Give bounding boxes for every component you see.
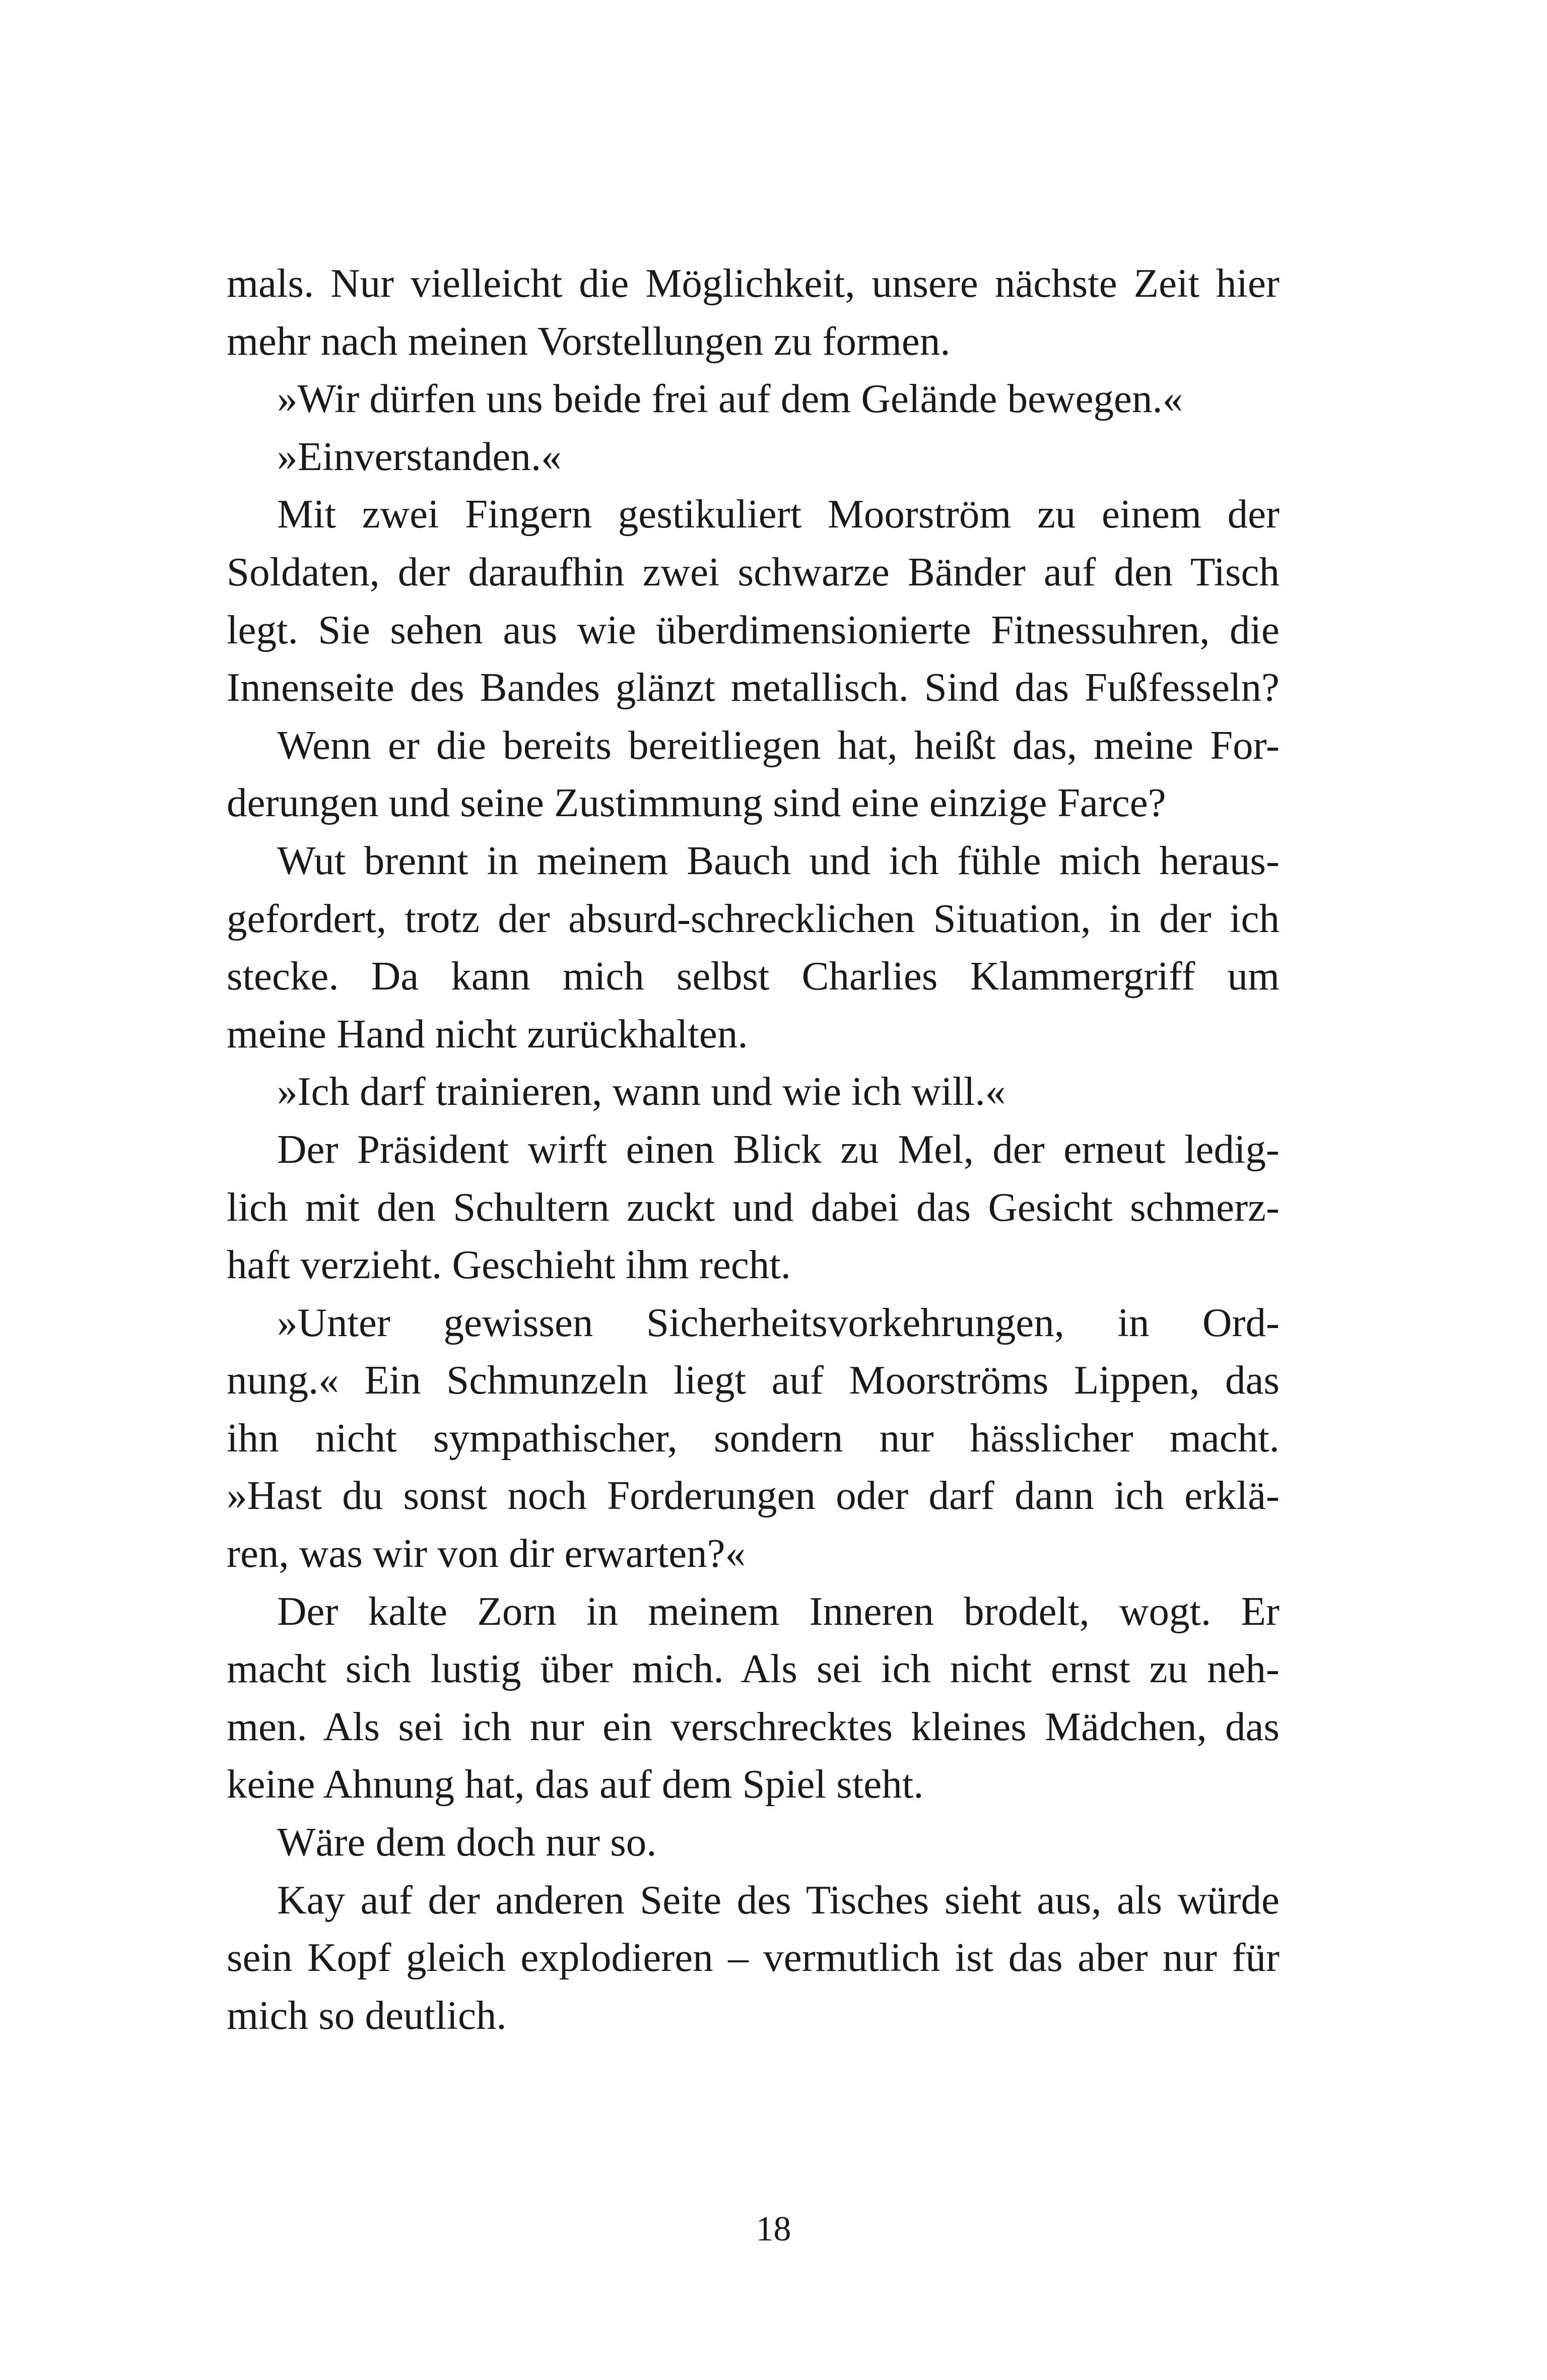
text-line: nung.« Ein Schmunzeln liegt auf Moorströms Lippen, das [227,1357,1280,1403]
text-line: Wut brennt in meinem Bauch und ich fühle mich heraus- [277,837,1280,883]
text-line: haft verzieht. Geschieht ihm recht. [227,1242,791,1288]
text-line: »Ich darf trainieren, wann und wie ich will.« [277,1069,1006,1114]
text-line: mals. Nur vielleicht die Möglichkeit, unsere nächste Zeit hier [227,260,1280,306]
text-line: Wenn er die bereits bereitliegen hat, heißt das, meine For- [277,722,1280,768]
text-line: sein Kopf gleich explodieren – vermutlich ist das aber nur für [227,1935,1280,1980]
text-line: lich mit den Schultern zuckt und dabei das Gesicht schmerz- [227,1184,1280,1230]
text-line: men. Als sei ich nur ein verschrecktes kleines Mädchen, das [227,1703,1280,1749]
text-line: »Einverstanden.« [277,433,562,479]
text-line: mehr nach meinen Vorstellungen zu formen. [227,318,951,364]
text-line: »Unter gewissen Sicherheitsvorkehrungen, in Ord- [277,1299,1280,1345]
text-line: meine Hand nicht zurückhalten. [227,1011,748,1056]
body-text [227,254,1280,2044]
text-line: Wäre dem doch nur so. [277,1819,657,1865]
text-line: Innenseite des Bandes glänzt metallisch. Sind das Fußfesseln? [227,665,1280,710]
text-line: gefordert, trotz der absurd-schrecklichen Situation, in der ich [227,895,1280,941]
page-number: 18 [756,2210,791,2249]
text-line: Der Präsident wirft einen Blick zu Mel, der erneut ledig- [277,1126,1280,1172]
text-line: »Wir dürfen uns beide frei auf dem Gelände bewegen.« [277,376,1183,422]
text-line: macht sich lustig über mich. Als sei ich nicht ernst zu neh- [227,1646,1280,1692]
text-line: Der kalte Zorn in meinem Inneren brodelt, wogt. Er [277,1588,1280,1634]
text-line: mich so deutlich. [227,1992,507,2038]
text-line: Mit zwei Fingern gestikuliert Moorström zu einem der [277,491,1280,537]
text-line: keine Ahnung hat, das auf dem Spiel steht. [227,1761,924,1807]
text-line: Kay auf der anderen Seite des Tisches sieht aus, als würde [277,1877,1280,1923]
text-line: Soldaten, der daraufhin zwei schwarze Bänder auf den Tisch [227,549,1280,594]
text-line: legt. Sie sehen aus wie überdimensionierte Fitnessuhren, die [227,607,1280,652]
text-line: ihn nicht sympathischer, sondern nur hässlicher macht. [227,1415,1280,1461]
text-line: stecke. Da kann mich selbst Charlies Klammergriff um [227,953,1280,999]
text-line: »Hast du sonst noch Forderungen oder darf dann ich erklä- [227,1473,1280,1518]
text-line: derungen und seine Zustimmung sind eine einzige Farce? [227,780,1166,826]
text-line: ren, was wir von dir erwarten?« [227,1531,746,1576]
